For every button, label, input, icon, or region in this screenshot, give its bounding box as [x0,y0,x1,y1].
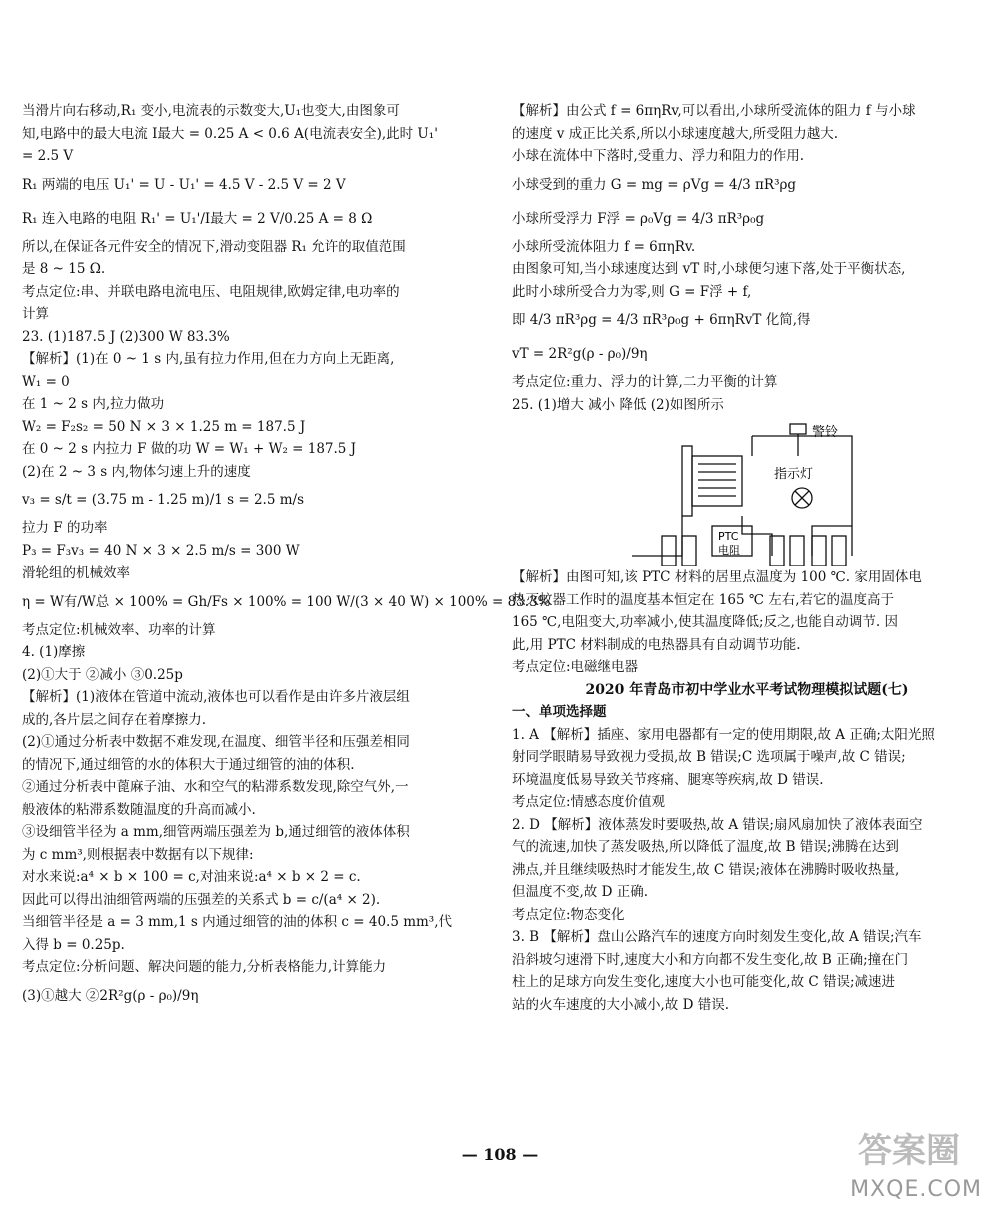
answer-line: 23. (1)187.5 J (2)300 W 83.3% [22,328,230,345]
text-line: 考点定位:电磁继电器 [512,659,639,675]
analysis-line: 【解析】(1)液体在管道中流动,液体也可以看作是由许多片液层组 [22,689,410,705]
text-line: η = W有/W总 × 100% = Gh/Fs × 100% = 100 W/(3 × 40 W) × 100% = 83.3% [22,593,551,610]
text-line: R₁ 两端的电压 U₁' = U - U₁' = 4.5 V - 2.5 V = 2 V [22,176,346,193]
text-line: 沸点,并且继续吸热时才能发生,故 C 错误;液体在沸腾时吸收热量, [512,861,900,878]
text-line: ②通过分析表中蓖麻子油、水和空气的粘滞系数发现,除空气外,一 [22,779,409,795]
text-line: 沿斜坡匀速滑下时,速度大小和方向都不发生变化,故 B 正确;撞在门 [512,951,909,968]
text-line: W₂ = F₂s₂ = 50 N × 3 × 1.25 m = 187.5 J [22,418,306,435]
text-line: (2)在 2 ~ 3 s 内,物体匀速上升的速度 [22,463,251,480]
resistor-label: 电阻 [718,544,740,557]
answer-line: 3. B 【解析】盘山公路汽车的速度方向时刻发生变化,故 A 错误;汽车 [512,929,922,945]
analysis-line: 【解析】由公式 f = 6πηRv,可以看出,小球所受流体的阻力 f 与小球 [512,103,916,119]
text-line: 般液体的粘滞系数随温度的升高而减小. [22,801,256,818]
text-line: 成的,各片层之间存在着摩擦力. [22,711,207,728]
text-line: 考点定位:重力、浮力的计算,二力平衡的计算 [512,374,778,390]
answer-line: (2)①大于 ②减小 ③0.25p [22,666,183,683]
text-line: 小球在流体中下落时,受重力、浮力和阻力的作用. [512,148,805,164]
text-line: 小球所受浮力 F浮 = ρ₀Vg = 4/3 πR³ρ₀g [512,210,765,227]
analysis-line: 【解析】(1)在 0 ~ 1 s 内,虽有拉力作用,但在力方向上无距离, [22,351,395,367]
text-line: 考点定位:分析问题、解决问题的能力,分析表格能力,计算能力 [22,959,387,975]
text-line: 的情况下,通过细管的水的体积大于通过细管的油的体积. [22,756,355,773]
text-line: 此,用 PTC 材料制成的电热器具有自动调节功能. [512,636,801,653]
text-line: 站的火车速度的大小减小,故 D 错误. [512,996,729,1013]
ptc-label: PTC [718,530,739,543]
answer-line: 4. (1)摩擦 [22,644,86,660]
text-line: 在 1 ~ 2 s 内,拉力做功 [22,396,165,412]
text-line: 滑轮组的机械效率 [22,565,130,581]
text-line: 小球受到的重力 G = mg = ρVg = 4/3 πR³ρg [512,176,797,193]
text-line: 气的流速,加快了蒸发吸热,所以降低了温度,故 B 错误;沸腾在达到 [512,839,899,855]
text-line: 对水来说:a⁴ × b × 100 = c,对油来说:a⁴ × b × 2 = c. [22,869,361,885]
section-title: 2020 年青岛市初中学业水平考试物理模拟试题(七) [585,681,909,698]
text-line: 当细管半径是 a = 3 mm,1 s 内通过细管的油的体积 c = 40.5 mm³,代 [22,914,453,930]
text-line: 考点定位:情感态度价值观 [512,794,666,810]
text-line: 入得 b = 0.25p. [22,936,125,953]
section-heading: 一、单项选择题 [512,704,607,720]
text-line: 知,电路中的最大电流 I最大 = 0.25 A < 0.6 A(电流表安全),此时 U₁' [22,125,438,142]
circuit-diagram [512,416,982,566]
watermark-logo: 答案圈 [858,1131,960,1171]
text-line: (2)①通过分析表中数据不难发现,在温度、细管半径和压强差相同 [22,734,410,750]
text-line: 热灭蚊器工作时的温度基本恒定在 165 ℃ 左右,若它的温度高于 [512,591,895,608]
answer-line: 1. A 【解析】插座、家用电器都有一定的使用期限,故 A 正确;太阳光照 [512,726,935,743]
watermark-text: MXQE.COM [850,1177,982,1202]
text-line: 环境温度低易导致关节疼痛、腿寒等疾病,故 D 错误. [512,771,824,788]
bell-icon [790,424,806,434]
circuit-svg [512,416,982,566]
text-line: 考点定位:机械效率、功率的计算 [22,621,216,638]
text-line: R₁ 连入电路的电阻 R₁' = U₁'/I最大 = 2 V/0.25 A = 8 Ω [22,210,373,227]
text-line: 的速度 v 成正比关系,所以小球速度越大,所受阻力越大. [512,125,839,142]
text-line: 小球所受流体阻力 f = 6πηRv. [512,238,696,255]
text-line: ③设细管半径为 a mm,细管两端压强差为 b,通过细管的液体体积 [22,824,410,840]
text-line: (3)①越大 ②2R²g(ρ - ρ₀)/9η [22,987,199,1004]
right-column [512,100,982,1016]
text-line: 拉力 F 的功率 [22,520,108,536]
text-line: W₁ = 0 [22,373,70,390]
lamp-label: 指示灯 [774,467,814,482]
text-line: 此时小球所受合力为零,则 G = F浮 + f, [512,283,752,300]
text-line: 射同学眼睛易导致视力受损,故 B 错误;C 选项属于噪声,故 C 错误; [512,749,906,765]
text-line: 但温度不变,故 D 正确. [512,884,648,900]
text-line: = 2.5 V [22,148,74,164]
answer-line: 2. D 【解析】液体蒸发时要吸热,故 A 错误;扇风扇加快了液体表面空 [512,816,923,833]
page-number: — 108 — [461,1145,539,1164]
text-line: P₃ = F₃v₃ = 40 N × 3 × 2.5 m/s = 300 W [22,542,300,559]
text-line: 考点定位:串、并联电路电流电压、电阻规律,欧姆定律,电功率的 [22,283,400,300]
text-line: 柱上的足球方向发生变化,速度大小也可能变化,故 C 错误;减速进 [512,974,896,990]
text-line: v₃ = s/t = (3.75 m - 1.25 m)/1 s = 2.5 m/s [22,492,304,508]
text-line: 由图象可知,当小球速度达到 vT 时,小球便匀速下落,处于平衡状态, [512,261,906,277]
bell-label: 警铃 [812,425,839,440]
text-line: 165 ℃,电阻变大,功率减小,使其温度降低;反之,也能自动调节. 因 [512,614,898,630]
text-line: 所以,在保证各元件安全的情况下,滑动变阻器 R₁ 允许的取值范围 [22,238,406,255]
text-line: 为 c mm³,则根据表中数据有以下规律: [22,846,254,863]
left-column [22,100,551,1013]
text-line: 因此可以得出油细管两端的压强差的关系式 b = c/(a⁴ × 2). [22,891,381,908]
answer-line: 25. (1)增大 减小 降低 (2)如图所示 [512,396,724,413]
text-line: vT = 2R²g(ρ - ρ₀)/9η [512,346,648,362]
text-line: 计算 [22,306,49,322]
text-line: 是 8 ~ 15 Ω. [22,261,106,277]
text-line: 即 4/3 πR³ρg = 4/3 πR³ρ₀g + 6πηRvT 化简,得 [512,312,811,328]
text-line: 考点定位:物态变化 [512,906,625,923]
analysis-line: 【解析】由图可知,该 PTC 材料的居里点温度为 100 ℃. 家用固体电 [512,569,922,585]
text-line: 当滑片向右移动,R₁ 变小,电流表的示数变大,U₁也变大,由图象可 [22,103,400,119]
text-line: 在 0 ~ 2 s 内拉力 F 做的功 W = W₁ + W₂ = 187.5 J [22,441,357,457]
